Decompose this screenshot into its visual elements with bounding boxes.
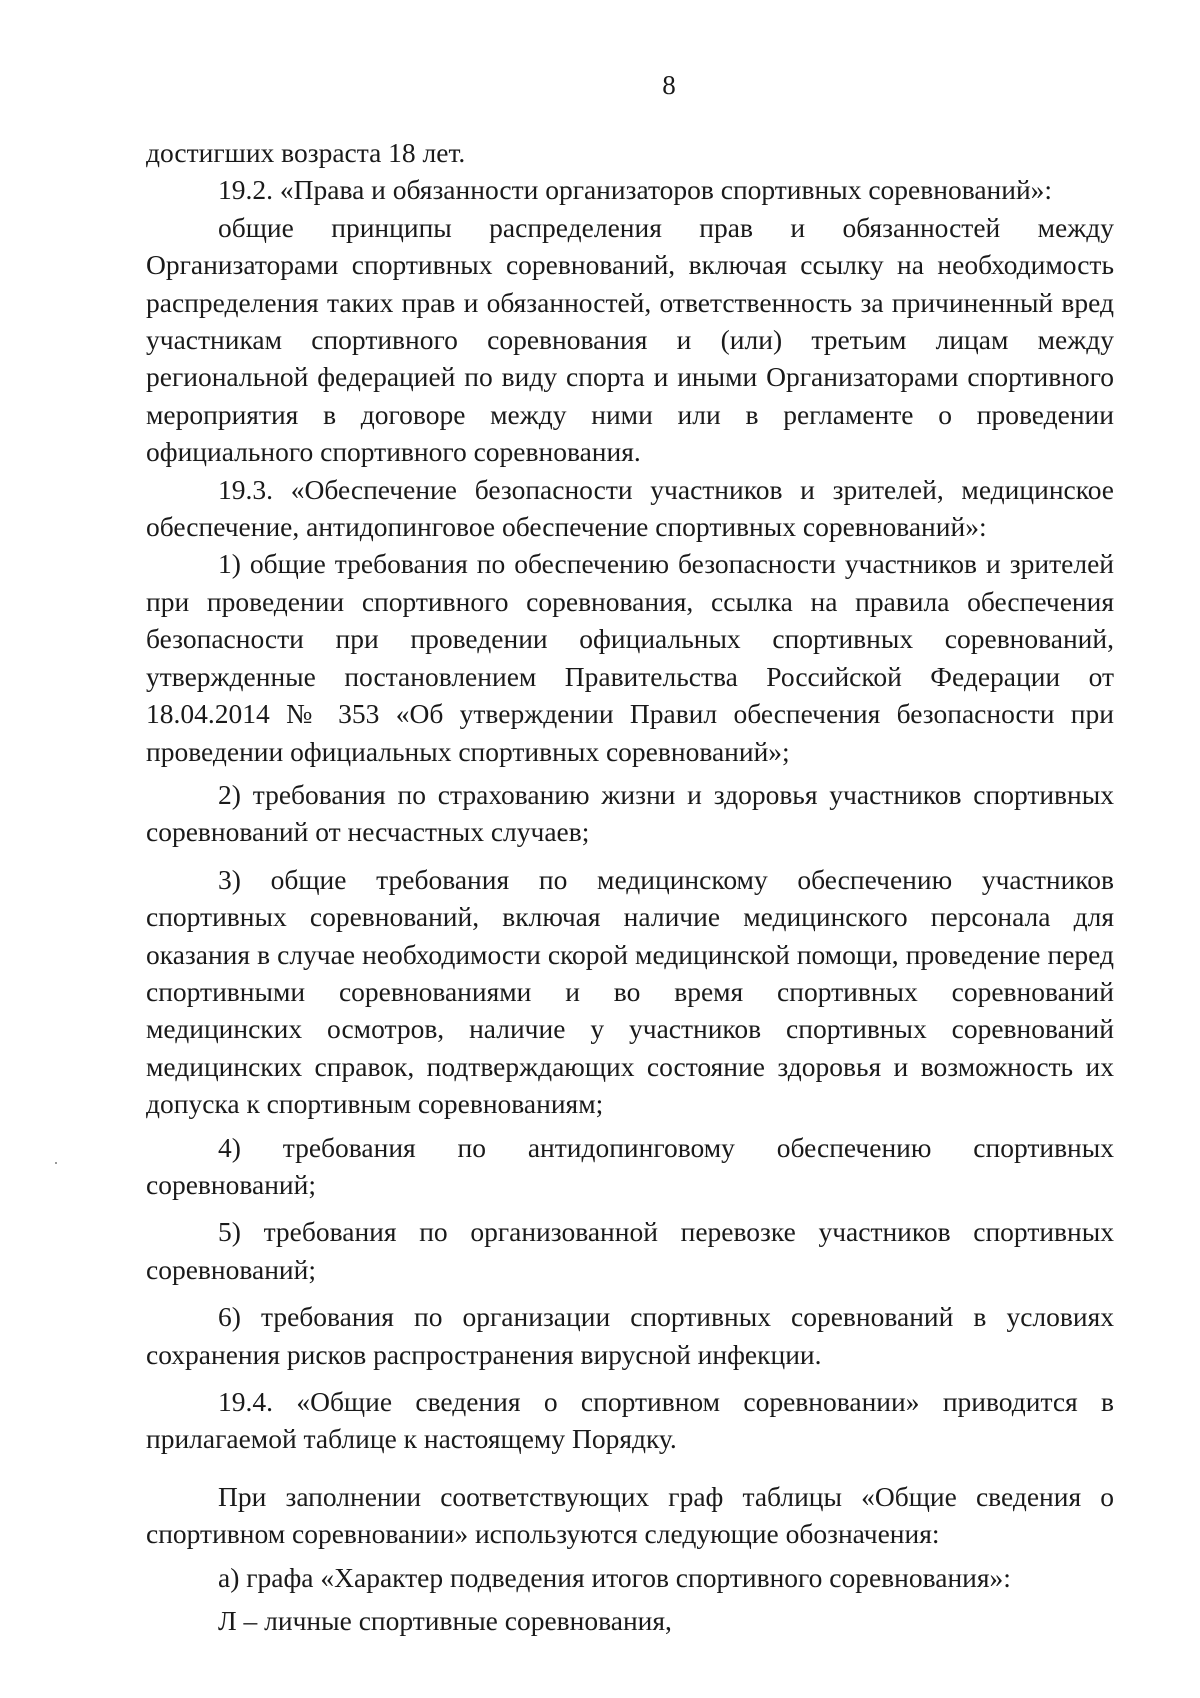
- section-heading-19-3: 19.3. «Обеспечение безопасности участников и зрителей, медицинское обеспечение, антидопинговое обеспечение спортивных соревнований»:: [146, 473, 1114, 543]
- list-item-4: 4) требования по антидопинговому обеспечению спортивных соревнований;: [146, 1131, 1114, 1200]
- page-number: 8: [662, 70, 676, 100]
- list-item-a: а) графа «Характер подведения итогов спортивного соревнования»:: [218, 1561, 1011, 1593]
- list-item-5: 5) требования по организованной перевозке участников спортивных соревнований;: [146, 1216, 1114, 1285]
- list-item-2: 2) требования по страхованию жизни и здоровья участников спортивных соревнований от несчастных случаев;: [146, 778, 1114, 848]
- list-item-1: 1) общие требования по обеспечению безопасности участников и зрителей при проведении спортивного соревнования, ссылка на правила обеспечения безопасности при проведении официальных спортивных соревнований, утвержденные постановлением Правительства Российской Федерации от 18.04.2014 № 353 «Об утверждении Правил обеспечения безопасности при проведении официальных спортивных соревнований»;: [146, 548, 1114, 767]
- paragraph-rights-duties: общие принципы распределения прав и обязанностей между Организаторами спортивных соревнований, включая ссылку на необходимость распределения таких прав и обязанностей, ответственность за причиненный вред участникам спортивного соревнования и (или) третьим лицам между региональной федерацией по виду спорта и иными Организаторами спортивного мероприятия в договоре между ними или в регламенте о проведении официального спортивного соревнования.: [146, 211, 1114, 468]
- paragraph-designations: При заполнении соответствующих граф таблицы «Общие сведения о спортивном соревновании» используются следующие обозначения:: [146, 1480, 1114, 1550]
- document-body: [146, 134, 1114, 1639]
- paragraph-continuation: достигших возраста 18 лет.: [146, 137, 466, 168]
- section-heading-19-4: 19.4. «Общие сведения о спортивном соревновании» приводится в прилагаемой таблице к настоящему Порядку.: [146, 1386, 1114, 1455]
- scan-speck: [55, 1162, 57, 1164]
- list-item-6: 6) требования по организации спортивных соревнований в условиях сохранения рисков распространения вирусной инфекции.: [146, 1301, 1114, 1370]
- designation-l: Л – личные спортивные соревнования,: [218, 1605, 672, 1637]
- list-item-3: 3) общие требования по медицинскому обеспечению участников спортивных соревнований, включая наличие медицинского персонала для оказания в случае необходимости скорой медицинской помощи, проведение перед спортивными соревнованиями и во время спортивных соревнований медицинских осмотров, наличие у участников спортивных соревнований медицинских справок, подтверждающих состояние здоровья и возможность их допуска к спортивным соревнованиям;: [146, 863, 1114, 1120]
- section-heading-19-2: 19.2. «Права и обязанности организаторов спортивных соревнований»:: [218, 174, 1053, 206]
